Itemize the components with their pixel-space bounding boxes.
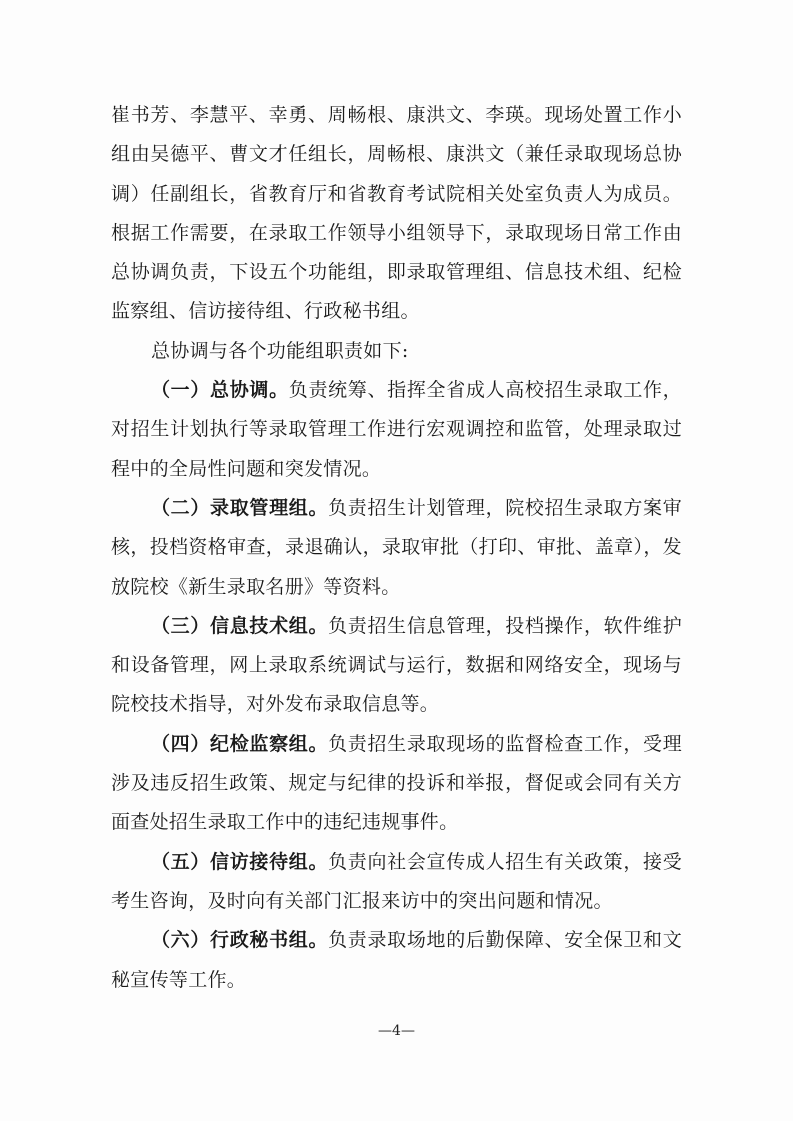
lead-in-paragraph: 总协调与各个功能组职责如下: <box>151 339 409 362</box>
section-body: 负责统筹、指挥全省成人高校招生录取工作，对招生计划执行等录取管理工作进行宏观调控和监管，处理录取过程中的全局性问题和突发情况。 <box>111 379 682 480</box>
section-heading: （五）信访接待组。 <box>151 850 329 873</box>
section-paragraph <box>111 843 682 922</box>
section-paragraph <box>111 607 682 725</box>
section-heading: （三）信息技术组。 <box>151 614 329 637</box>
intro-paragraph: 崔书芳、李慧平、幸勇、周畅根、康洪文、李瑛。现场处置工作小组由吴德平、曹文才任组长，周畅根、康洪文（兼任录取现场总协调）任副组长，省教育厅和省教育考试院相关处室负责人为成员。根据工作需要，在录取工作领导小组领导下，录取现场日常工作由总协调负责，下设五个功能组，即录取管理组、信息技术组、纪检监察组、信访接待组、行政秘书组。 <box>111 104 682 323</box>
section-body: 负责招生计划管理，院校招生录取方案审核，投档资格审查，录退确认，录取审批（打印、审批、盖章），发放院校《新生录取名册》等资料。 <box>111 496 682 598</box>
section-paragraph <box>111 725 682 843</box>
section-heading: （六）行政秘书组。 <box>151 929 329 952</box>
page-number: —4— <box>378 1023 415 1039</box>
section-body: 负责招生信息管理，投档操作，软件维护和设备管理，网上录取系统调试与运行，数据和网络安全，现场与院校技术指导，对外发布录取信息等。 <box>111 614 682 716</box>
section-paragraph <box>111 489 682 607</box>
section-body: 负责招生录取现场的监督检查工作，受理涉及违反招生政策、规定与纪律的投诉和举报，督促或会同有关方面查处招生录取工作中的违纪违规事件。 <box>111 732 682 834</box>
section-heading: （一）总协调。 <box>151 379 289 402</box>
document-body <box>111 96 682 1000</box>
section-paragraph <box>111 921 682 1000</box>
section-body: 负责录取场地的后勤保障、安全保卫和文秘宣传等工作。 <box>111 929 682 991</box>
section-body: 负责向社会宣传成人招生有关政策，接受考生咨询，及时向有关部门汇报来访中的突出问题和情况。 <box>111 850 682 912</box>
section-heading: （二）录取管理组。 <box>151 496 329 519</box>
section-paragraph <box>111 371 682 489</box>
section-heading: （四）纪检监察组。 <box>151 732 329 755</box>
